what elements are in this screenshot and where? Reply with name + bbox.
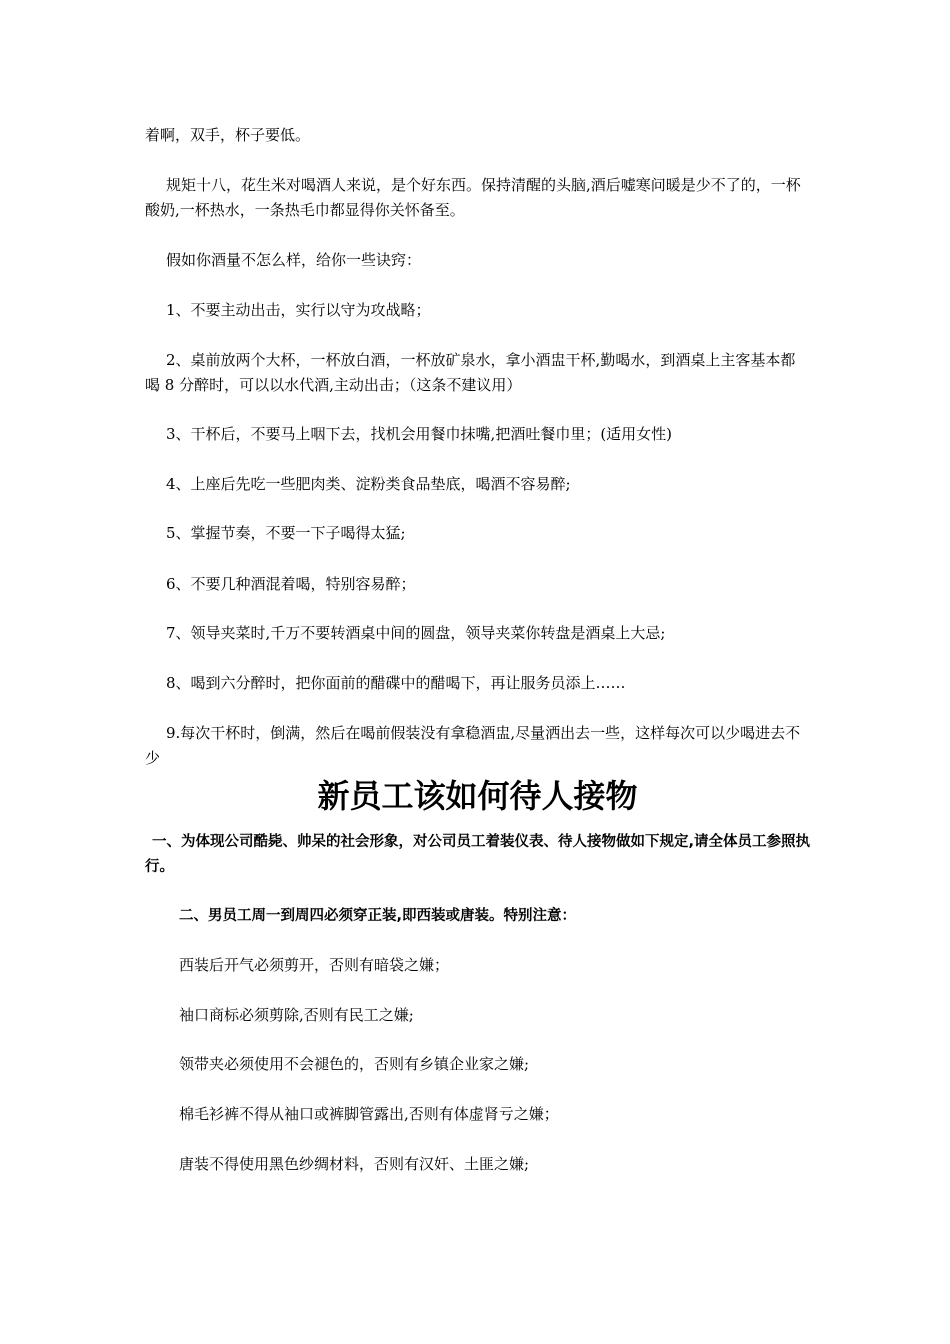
tip-item-2: 2、桌前放两个大杯，一杯放白酒，一杯放矿泉水，拿小酒盅干杯,勤喝水，到酒桌上主客基本都喝 8 分醉时，可以以水代酒,主动出击；（这条不建议用） — [145, 351, 796, 394]
dress-item-2: 袖口商标必须剪除,否则有民工之嫌; — [179, 1006, 414, 1024]
dress-item-5: 唐装不得使用黑色纱绸材料，否则有汉奸、土匪之嫌; — [179, 1155, 530, 1173]
tip-item-9: 9.每次干杯时，倒满，然后在喝前假装没有拿稳酒盅,尽量洒出去一些，这样每次可以少喝进去不少 — [145, 724, 801, 767]
tip-item-8: 8、喝到六分醉时，把你面前的醋碟中的醋喝下，再让服务员添上…… — [166, 674, 626, 692]
dress-item-4: 棉毛衫裤不得从袖口或裤脚管露出,否则有体虚肾亏之嫌； — [179, 1105, 559, 1123]
dress-item-3: 领带夹必须使用不会褪色的，否则有乡镇企业家之嫌; — [179, 1055, 530, 1073]
tip-item-1: 1、不要主动出击，实行以守为攻战略； — [166, 301, 431, 319]
section-title: 新员工该如何待人接物 — [317, 777, 638, 815]
paragraph-tips-intro: 假如你酒量不怎么样，给你一些诀窍： — [166, 251, 422, 269]
tip-item-6: 6、不要几种酒混着喝，特别容易醉； — [166, 575, 416, 593]
tip-item-7: 7、领导夹菜时,千万不要转酒桌中间的圆盘，领导夹菜你转盘是酒桌上大忌; — [166, 624, 666, 642]
tip-item-3: 3、干杯后，不要马上咽下去，找机会用餐巾抹嘴,把酒吐餐巾里；(适用女性) — [166, 425, 673, 443]
paragraph-continuation: 着啊，双手，杯子要低。 — [145, 126, 311, 144]
rule-one: 一、为体现公司酷毙、帅呆的社会形象，对公司员工着装仪表、待人接物做如下规定,请全体员工参照执行。 — [145, 834, 811, 875]
rule-two: 二、男员工周一到周四必须穿正装,即西装或唐装。特别注意： — [179, 908, 577, 924]
tip-item-4: 4、上座后先吃一些肥肉类、淀粉类食品垫底，喝酒不容易醉; — [166, 475, 571, 493]
paragraph-rule-eighteen: 规矩十八，花生米对喝酒人来说，是个好东西。保持清醒的头脑,酒后嘘寒问暖是少不了的，一杯酸奶,一杯热水，一条热毛巾都显得你关怀备至。 — [145, 176, 801, 219]
dress-item-1: 西装后开气必须剪开，否则有暗袋之嫌； — [179, 956, 450, 974]
tip-item-5: 5、掌握节奏，不要一下子喝得太猛; — [166, 524, 406, 542]
